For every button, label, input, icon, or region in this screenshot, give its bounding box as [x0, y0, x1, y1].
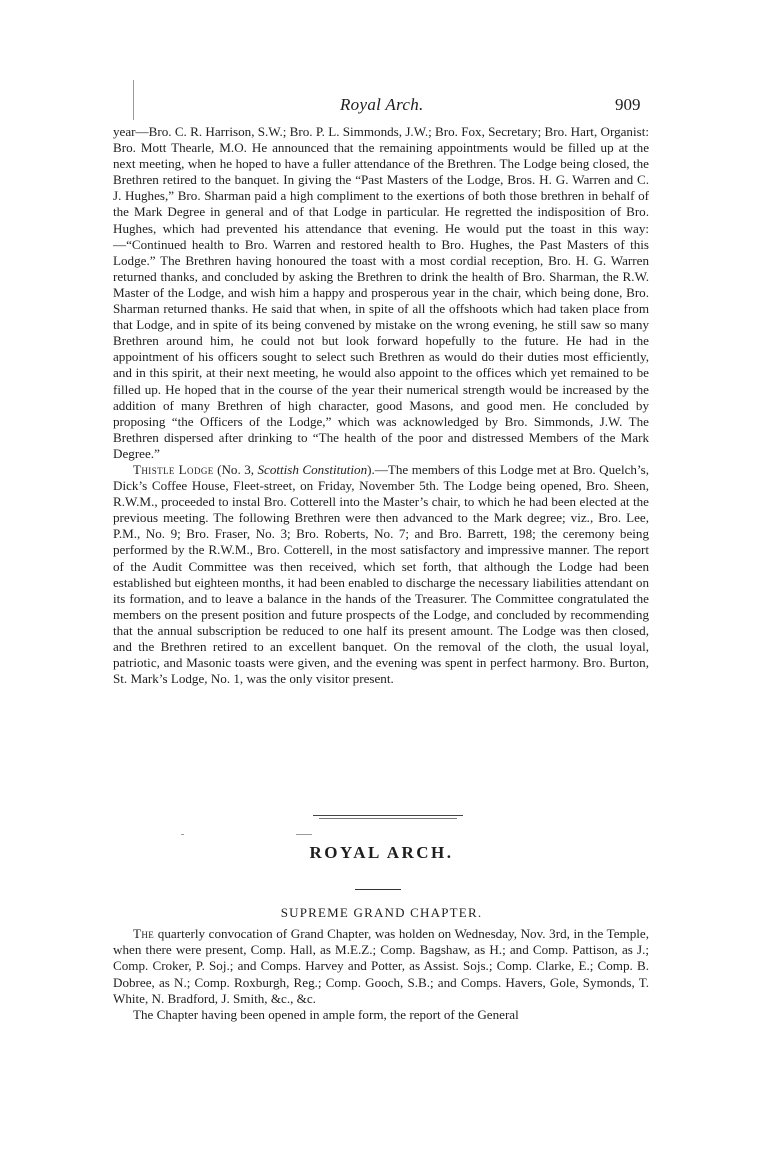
section-heading: ROYAL ARCH.: [309, 843, 454, 862]
grand-chapter-lead-in: The: [133, 926, 155, 941]
grand-chapter-text: quarterly convocation of Grand Chapter, was holden on Wednesday, Nov. 3rd, in the Temple, when there were present, Comp. Hall, as M.E.Z.; Comp. Bagshaw, as H.; and Comp. Pattison, as J.; Comp. Croker, P. Soj.; and Comps. Harvey and Potter, as Assist. Sojs.; Comp. Clarke, E.; Comp. B. Dobree, as N.; Comp. Roxburgh, Reg.; Comp. Gooch, S.B.; and Comps. Havers, Gole, Symonds, T. White, N. Bradford, J. Smith, &c., &c.: [113, 926, 649, 1006]
grand-chapter-report: [113, 926, 649, 1023]
thistle-lodge-constitution: Scottish Constitution: [257, 461, 368, 477]
page-number: 909: [615, 95, 641, 114]
section-subheading: SUPREME GRAND CHAPTER.: [280, 905, 483, 920]
print-speck: [296, 834, 312, 835]
mark-lodge-paragraph: year—Bro. C. R. Harrison, S.W.; Bro. P. L. Simmonds, J.W.; Bro. Fox, Secretary; Bro. Hart, Organist: Bro. Mott Thearle, M.O. He announced that the remaining appointments would be filled up at the next meeting, when he hoped to have a fuller attendance of the Brethren. The Lodge being closed, the Brethren retired to the banquet. In giving the “Past Masters of the Lodge, Bros. H. G. Warren and C. J. Hughes,” Bro. Sharman paid a high compliment to the exertions of both those brethren in behalf of the Mark Degree in general and of that Lodge in particular. He regretted the indisposition of Bro. Hughes, which had prevented his attendance that evening. He would put the toast in this way:—“Continued health to Bro. Warren and restored health to Bro. Hughes, the Past Masters of this Lodge.” The Brethren having honoured the toast with a most cordial reception, Bro. H. G. Warren returned thanks, and concluded by asking the Brethren to drink the health of Bro. Sharman, the R.W. Master of the Lodge, and wish him a happy and prosperous year in the chair, which being done, Bro. Sharman returned thanks. He said that when, in spite of all the offshoots which had taken place from that Lodge, and in spite of its being convened by mistake on the wrong evening, he still saw so many Brethren around him, he could not but look forward hopefully to the future. He had in the appointment of his officers sought to select such Brethren as would do their duties most efficiently, and in this spirit, at their next meeting, he would also appoint to the offices which yet remained to be filled up. He hoped that in the course of the year their numerical strength would be increased by the addition of many Brethren of high character, good Masons, and good men. He concluded by proposing “the Officers of the Lodge,” which was acknowledged by Bro. Simmonds, J.W. The Brethren dispersed after drinking to “The health of the poor and distressed Members of the Mark Degree.”: [113, 124, 649, 461]
thistle-lodge-body: —The members of this Lodge met at Bro. Quelch’s, Dick’s Coffee House, Fleet-street, on Friday, November 5th. The Lodge being opened, Bro. Sheen, R.W.M., proceeded to instal Bro. Cotterell into the Master’s chair, to which he had been elected at the previous meeting. The following Brethren were then advanced to the Mark degree; viz., Bro. Lee, P.M., No. 9; Bro. Fraser, No. 3; Bro. Roberts, No. 7; and Bro. Barrett, 198; the ceremony being performed by the R.W.M., Bro. Cotterell, in the most satisfactory and impressive manner. The report of the Audit Committee was then received, which set forth, that although the Lodge had been established but eighteen months, it had been enabled to discharge the necessary liabilities attendant on its formation, and to leave a balance in the hands of the Treasurer. The Committee congratulated the members on the present position and future prospects of the Lodge, and concluded by recommending that the annual subscription be reduced to one half its present amount. The Lodge was then closed, and the Brethren retired to an excellent banquet. On the removal of the cloth, the usual loyal, patriotic, and Masonic toasts were given, and the evening was spent in perfect harmony. Bro. Burton, St. Mark’s Lodge, No. 1, was the only visitor present.: [113, 461, 649, 687]
running-title: Royal Arch.: [340, 95, 424, 114]
thistle-lodge-number-close: ).: [367, 461, 375, 477]
thistle-lodge-title: Thistle Lodge: [133, 461, 214, 477]
grand-chapter-paragraph-continued: The Chapter having been opened in ample form, the report of the General: [133, 1007, 519, 1023]
running-head: [0, 95, 763, 119]
thistle-lodge-paragraph: [113, 462, 649, 687]
grand-chapter-paragraph: [113, 926, 649, 1007]
separator-line-upper: [313, 815, 463, 816]
heading-rule: [355, 889, 401, 890]
print-speck: [181, 834, 184, 835]
lodge-reports: [113, 124, 649, 687]
separator-line-lower: [319, 818, 457, 819]
thistle-lodge-number-open: (No. 3,: [213, 461, 258, 477]
section-separator: [313, 815, 463, 819]
